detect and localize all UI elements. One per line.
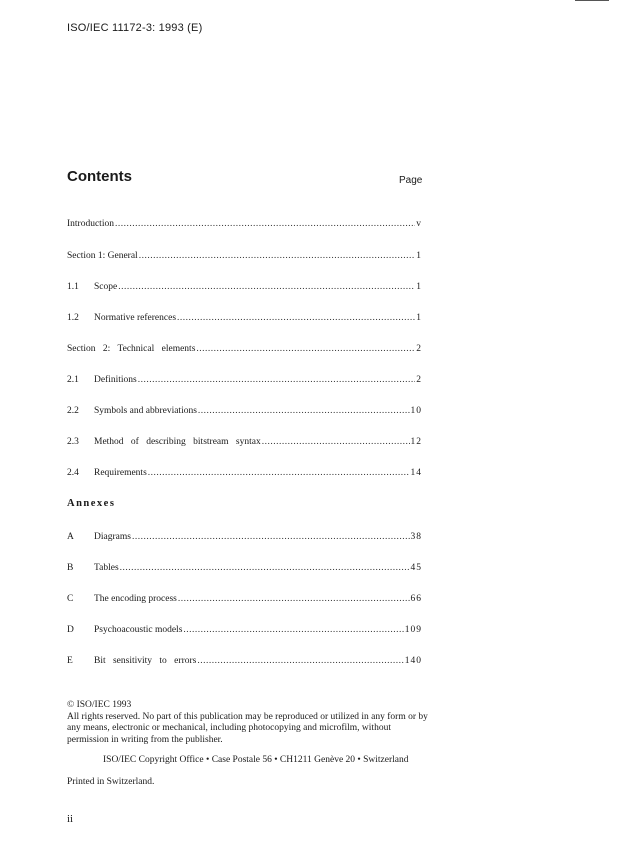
toc-entry-title: Requirements — [94, 468, 147, 478]
toc-annex-c[interactable] — [67, 593, 422, 605]
header-rule — [575, 0, 609, 1]
contents-heading: Contents — [67, 168, 132, 185]
copyright-line: © ISO/IEC 1993 — [67, 700, 132, 710]
copyright-line: permission in writing from the publisher. — [67, 734, 223, 745]
toc-entry-introduction[interactable] — [67, 218, 422, 230]
toc-annex-a[interactable] — [67, 531, 422, 543]
toc-entry-2-3[interactable] — [67, 436, 422, 448]
toc-leader-dots — [197, 655, 403, 667]
toc-leader-dots — [139, 250, 416, 262]
toc-entry-title: Section 2: Technical elements — [67, 344, 196, 354]
toc-entry-2-2[interactable] — [67, 405, 422, 417]
toc-entry-number: B — [67, 563, 74, 573]
toc-entry-section-2[interactable] — [67, 343, 422, 355]
toc-leader-dots — [198, 405, 410, 417]
toc-entry-page: 12 — [410, 437, 422, 447]
toc-entry-title: Tables — [94, 563, 119, 573]
toc-entry-1-1[interactable] — [67, 281, 422, 293]
toc-entry-number: E — [67, 656, 73, 666]
toc-entry-number: 2.2 — [67, 406, 79, 416]
toc-entry-page: 2 — [416, 375, 422, 385]
toc-entry-page: 1 — [416, 282, 422, 292]
toc-entry-number: 2.1 — [67, 375, 79, 385]
toc-entry-number: 1.1 — [67, 282, 79, 292]
toc-entry-number: 2.3 — [67, 437, 79, 447]
toc-entry-page: 1 — [416, 251, 422, 261]
toc-leader-dots — [118, 281, 415, 293]
toc-entry-number: A — [67, 532, 74, 542]
toc-entry-title: Symbols and abbreviations — [94, 406, 197, 416]
toc-entry-page: 140 — [404, 656, 422, 666]
toc-leader-dots — [262, 436, 410, 448]
copyright-notice — [67, 700, 447, 746]
toc-entry-page: 2 — [416, 344, 422, 354]
toc-entry-page: v — [416, 219, 422, 229]
toc-entry-page: 66 — [410, 594, 422, 604]
toc-entry-2-4[interactable] — [67, 467, 422, 479]
toc-entry-title: Method of describing bitstream syntax — [94, 437, 261, 447]
annexes-heading: Annexes — [67, 498, 116, 509]
toc-entry-page: 109 — [404, 625, 422, 635]
document-id: ISO/IEC 11172-3: 1993 (E) — [67, 22, 203, 34]
toc-entry-number: 2.4 — [67, 468, 79, 478]
toc-entry-2-1[interactable] — [67, 374, 422, 386]
toc-entry-title: Bit sensitivity to errors — [94, 656, 197, 666]
toc-leader-dots — [115, 218, 415, 230]
toc-annex-b[interactable] — [67, 562, 422, 574]
toc-entry-title: The encoding process — [94, 594, 177, 604]
toc-leader-dots — [120, 562, 410, 574]
toc-entry-number: D — [67, 625, 74, 635]
copyright-line: any means, electronic or mechanical, including photocopying and microfilm, without — [67, 723, 391, 733]
toc-entry-page: 38 — [410, 532, 422, 542]
toc-leader-dots — [178, 593, 410, 605]
toc-annex-e[interactable] — [67, 655, 422, 667]
page-number: ii — [67, 813, 74, 825]
toc-annex-d[interactable] — [67, 624, 422, 636]
toc-entry-page: 10 — [410, 406, 422, 416]
toc-entry-number: C — [67, 594, 74, 604]
toc-entry-page: 14 — [410, 468, 422, 478]
printed-in-note: Printed in Switzerland. — [67, 777, 155, 787]
copyright-line: All rights reserved. No part of this publication may be reproduced or utilized in any form or by — [67, 711, 428, 722]
toc-entry-number: 1.2 — [67, 313, 79, 323]
toc-entry-section-1[interactable] — [67, 250, 422, 262]
toc-entry-title: Introduction — [67, 219, 114, 229]
toc-entry-title: Scope — [94, 282, 118, 292]
toc-leader-dots — [177, 312, 415, 324]
toc-leader-dots — [183, 624, 403, 636]
toc-entry-title: Section 1: General — [67, 251, 138, 261]
toc-entry-title: Psychoacoustic models — [94, 625, 183, 635]
toc-entry-page: 45 — [410, 563, 422, 573]
toc-entry-title: Definitions — [94, 375, 137, 385]
toc-leader-dots — [148, 467, 410, 479]
page-column-label: Page — [399, 175, 423, 186]
toc-leader-dots — [196, 343, 415, 355]
toc-entry-page: 1 — [416, 313, 422, 323]
toc-entry-1-2[interactable] — [67, 312, 422, 324]
toc-entry-title: Normative references — [94, 313, 177, 323]
toc-leader-dots — [132, 531, 410, 543]
toc-leader-dots — [138, 374, 416, 386]
toc-entry-title: Diagrams — [94, 532, 131, 542]
copyright-office-address: ISO/IEC Copyright Office • Case Postale 56 • CH1211 Genève 20 • Switzerland — [103, 755, 409, 765]
